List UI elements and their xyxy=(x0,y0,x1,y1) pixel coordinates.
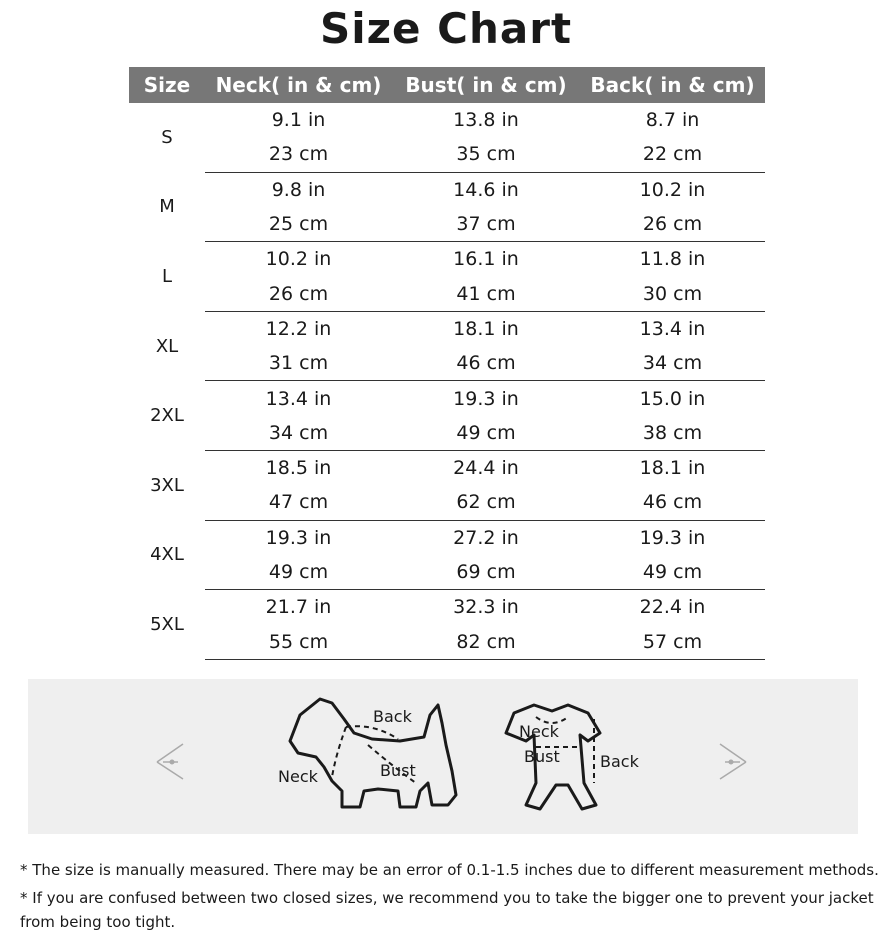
neck-in: 9.8 in xyxy=(271,178,326,201)
table-row xyxy=(129,207,765,242)
back-in: 22.4 in xyxy=(639,596,706,619)
table-row xyxy=(129,311,765,346)
table-row xyxy=(129,450,765,485)
neck-cm: 26 cm xyxy=(205,276,392,311)
back-cm: 46 cm xyxy=(580,485,765,520)
bust-in: 19.3 in xyxy=(453,387,519,410)
bust-in: 13.8 in xyxy=(453,109,519,132)
neck-in: 9.1 in xyxy=(271,109,326,132)
table-row xyxy=(129,137,765,172)
size-label: S xyxy=(161,127,173,149)
header-neck: Neck( in & cm) xyxy=(205,67,392,103)
table-row xyxy=(129,242,765,277)
table-row xyxy=(129,590,765,625)
neck-in: 21.7 in xyxy=(265,596,332,619)
dog-label-back: Back xyxy=(373,707,412,726)
back-in: 18.1 in xyxy=(639,457,706,480)
bust-cm: 62 cm xyxy=(392,485,580,520)
garment-label-back: Back xyxy=(600,752,639,771)
bust-cm: 82 cm xyxy=(392,624,580,659)
size-label: 4XL xyxy=(150,544,184,566)
note-measurement: * The size is manually measured. There may be an error of 0.1-1.5 inches due to different measurement methods. xyxy=(20,861,879,879)
table-row xyxy=(129,103,765,137)
neck-cm: 25 cm xyxy=(205,207,392,242)
size-label: M xyxy=(159,196,175,218)
bust-in: 18.1 in xyxy=(453,317,519,340)
size-label: 2XL xyxy=(150,405,184,427)
neck-in: 13.4 in xyxy=(265,387,332,410)
table-row xyxy=(129,520,765,555)
garment-label-neck: Neck xyxy=(519,722,559,741)
neck-cm: 23 cm xyxy=(205,137,392,172)
back-cm: 30 cm xyxy=(580,276,765,311)
table-row xyxy=(129,485,765,520)
back-cm: 26 cm xyxy=(580,207,765,242)
bust-cm: 41 cm xyxy=(392,276,580,311)
back-cm: 57 cm xyxy=(580,624,765,659)
table-row xyxy=(129,416,765,451)
arrow-right-icon xyxy=(720,744,746,779)
table-row xyxy=(129,276,765,311)
page-title: Size Chart xyxy=(319,4,573,53)
bust-cm: 69 cm xyxy=(392,555,580,590)
neck-cm: 49 cm xyxy=(205,555,392,590)
neck-in: 18.5 in xyxy=(265,457,332,480)
measurement-illustration xyxy=(28,679,858,834)
dog-label-neck: Neck xyxy=(278,767,318,786)
back-cm: 34 cm xyxy=(580,346,765,381)
size-chart-table xyxy=(129,67,765,660)
table-row xyxy=(129,346,765,381)
size-label: L xyxy=(161,265,173,287)
table-row xyxy=(129,381,765,416)
back-cm: 38 cm xyxy=(580,416,765,451)
table-row xyxy=(129,172,765,207)
note-recommendation: * If you are confused between two closed sizes, we recommend you to take the bigger one to prevent your jacket from being too tight. xyxy=(20,889,874,931)
table-header-row xyxy=(129,67,765,103)
header-bust: Bust( in & cm) xyxy=(392,67,580,103)
neck-in: 12.2 in xyxy=(265,317,332,340)
neck-cm: 34 cm xyxy=(205,416,392,451)
table-row xyxy=(129,555,765,590)
back-cm: 49 cm xyxy=(580,555,765,590)
header-back: Back( in & cm) xyxy=(580,67,765,103)
size-label: 5XL xyxy=(150,613,184,635)
bust-cm: 35 cm xyxy=(392,137,580,172)
back-in: 15.0 in xyxy=(639,387,706,410)
bust-in: 24.4 in xyxy=(453,457,519,480)
bust-in: 32.3 in xyxy=(453,596,519,619)
back-in: 19.3 in xyxy=(639,526,706,549)
bust-in: 16.1 in xyxy=(453,248,519,271)
back-in: 11.8 in xyxy=(639,248,706,271)
bust-in: 27.2 in xyxy=(453,526,519,549)
table-row xyxy=(129,624,765,659)
neck-in: 19.3 in xyxy=(265,526,332,549)
dog-label-bust: Bust xyxy=(380,761,416,780)
back-in: 13.4 in xyxy=(639,317,706,340)
arrow-left-icon xyxy=(157,744,183,779)
bust-cm: 49 cm xyxy=(392,416,580,451)
illustration-svg xyxy=(28,679,858,834)
bust-cm: 46 cm xyxy=(392,346,580,381)
bust-cm: 37 cm xyxy=(392,207,580,242)
size-label: XL xyxy=(155,335,179,357)
neck-cm: 55 cm xyxy=(205,624,392,659)
back-in: 10.2 in xyxy=(639,178,706,201)
neck-cm: 47 cm xyxy=(205,485,392,520)
back-in: 8.7 in xyxy=(645,109,700,132)
bust-in: 14.6 in xyxy=(453,178,519,201)
neck-in: 10.2 in xyxy=(265,248,332,271)
garment-label-bust: Bust xyxy=(524,747,560,766)
header-size: Size xyxy=(129,67,205,103)
back-cm: 22 cm xyxy=(580,137,765,172)
neck-cm: 31 cm xyxy=(205,346,392,381)
size-label: 3XL xyxy=(150,474,184,496)
